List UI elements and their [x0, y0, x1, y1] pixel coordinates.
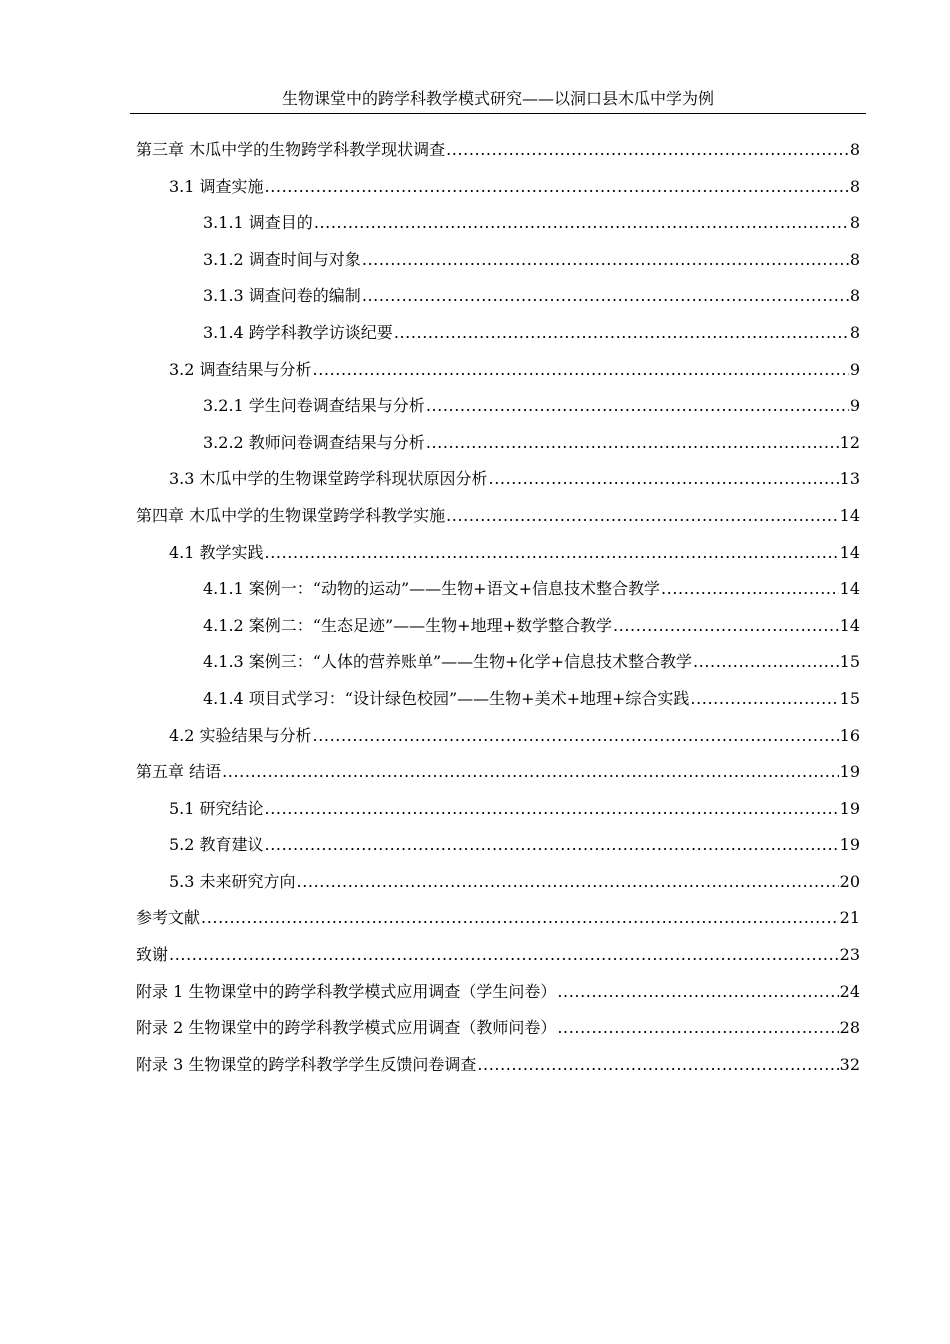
toc-page-number: 9: [849, 396, 860, 416]
toc-entry-title: 3.2.1 学生问卷调查结果与分析: [203, 396, 425, 416]
toc-page-number: 14: [839, 505, 860, 525]
toc-entry[interactable]: [136, 718, 860, 755]
toc-entry[interactable]: [136, 535, 860, 572]
toc-dot-leader: [394, 315, 849, 352]
toc-entry-title: 3.2 调查结果与分析: [169, 359, 312, 379]
toc-entry-title: 3.3 木瓜中学的生物课堂跨学科现状原因分析: [169, 469, 488, 489]
toc-entry-title: 3.2.2 教师问卷调查结果与分析: [203, 432, 425, 452]
running-header: [130, 86, 866, 114]
toc-page-number: 13: [839, 469, 860, 489]
toc-entry[interactable]: [136, 425, 860, 462]
toc-entry[interactable]: [136, 278, 860, 315]
toc-entry[interactable]: [136, 1047, 860, 1084]
toc-dot-leader: [265, 535, 839, 572]
toc-entry[interactable]: [136, 864, 860, 901]
toc-dot-leader: [313, 718, 839, 755]
toc-page-number: 16: [839, 725, 860, 745]
toc-entry[interactable]: [136, 388, 860, 425]
toc-entry-title: 附录 1 生物课堂中的跨学科教学模式应用调查（学生问卷）: [136, 981, 557, 1001]
toc-page-number: 14: [839, 542, 860, 562]
toc-entry[interactable]: [136, 937, 860, 974]
toc-entry-title: 第三章 木瓜中学的生物跨学科教学现状调查: [136, 140, 446, 159]
toc-page-number: 8: [849, 249, 860, 269]
toc-entry[interactable]: [136, 571, 860, 608]
toc-dot-leader: [297, 864, 839, 901]
toc-entry-title: 4.1.2 案例二：“生态足迹”——生物+地理+数学整合教学: [203, 615, 612, 635]
toc-dot-leader: [446, 132, 849, 169]
toc-page-number: 24: [839, 981, 860, 1001]
toc-page-number: 23: [839, 945, 860, 965]
toc-entry-title: 3.1 调查实施: [169, 176, 264, 196]
toc-entry-title: 第五章 结语: [136, 762, 222, 782]
toc-dot-leader: [362, 278, 849, 315]
toc-entry[interactable]: [136, 608, 860, 645]
toc-page-number: 19: [839, 835, 860, 855]
toc-dot-leader: [489, 461, 839, 498]
toc-page-number: 19: [839, 762, 860, 782]
toc-entry[interactable]: [136, 242, 860, 279]
toc-entry[interactable]: [136, 352, 860, 389]
toc-page-number: 15: [839, 688, 860, 708]
toc-dot-leader: [314, 205, 849, 242]
header-title: 生物课堂中的跨学科教学模式研究——以洞口县木瓜中学为例: [281, 89, 714, 108]
toc-dot-leader: [313, 352, 849, 389]
toc-entry[interactable]: [136, 974, 860, 1011]
toc-dot-leader: [613, 608, 839, 645]
toc-entry-title: 4.1.1 案例一：“动物的运动”——生物+语文+信息技术整合教学: [203, 579, 660, 599]
toc-entry-title: 4.2 实验结果与分析: [169, 725, 312, 745]
toc-page-number: 19: [839, 798, 860, 818]
toc-entry[interactable]: [136, 1010, 860, 1047]
toc-page-number: 14: [839, 615, 860, 635]
toc-entry[interactable]: [136, 498, 860, 535]
toc-page-number: 14: [839, 579, 860, 599]
toc-page-number: 28: [839, 1018, 860, 1038]
toc-entry[interactable]: [136, 644, 860, 681]
toc-entry-title: 附录 2 生物课堂中的跨学科教学模式应用调查（教师问卷）: [136, 1018, 557, 1038]
toc-entry[interactable]: [136, 461, 860, 498]
toc-entry-title: 3.1.2 调查时间与对象: [203, 249, 361, 269]
toc-entry[interactable]: [136, 169, 860, 206]
toc-page-number: 21: [839, 908, 860, 928]
toc-dot-leader: [265, 791, 839, 828]
toc-entry-title: 5.1 研究结论: [169, 798, 264, 818]
toc-entry-title: 4.1.3 案例三：“人体的营养账单”——生物+化学+信息技术整合教学: [203, 652, 692, 672]
toc-entry-title: 5.2 教育建议: [169, 835, 264, 855]
toc-entry-title: 3.1.3 调查问卷的编制: [203, 286, 361, 306]
toc-dot-leader: [693, 644, 839, 681]
toc-dot-leader: [265, 169, 849, 206]
toc-dot-leader: [557, 974, 838, 1011]
toc-entry-title: 致谢: [136, 945, 169, 965]
toc-entry[interactable]: [136, 205, 860, 242]
toc-entry-title: 5.3 未来研究方向: [169, 871, 296, 891]
toc-page-number: 12: [839, 432, 860, 452]
toc-page-number: 8: [849, 176, 860, 196]
table-of-contents: [136, 132, 860, 1083]
toc-dot-leader: [661, 571, 839, 608]
toc-page-number: 15: [839, 652, 860, 672]
toc-page-number: 9: [849, 359, 860, 379]
toc-entry[interactable]: [136, 315, 860, 352]
toc-entry[interactable]: [136, 132, 860, 169]
toc-entry-title: 3.1.4 跨学科教学访谈纪要: [203, 322, 393, 342]
toc-entry-title: 3.1.1 调查目的: [203, 213, 313, 233]
toc-dot-leader: [201, 900, 839, 937]
toc-page-number: 20: [839, 871, 860, 891]
toc-entry[interactable]: [136, 900, 860, 937]
toc-entry-title: 4.1.4 项目式学习：“设计绿色校园”——生物+美术+地理+综合实践: [203, 688, 690, 708]
toc-dot-leader: [446, 498, 839, 535]
toc-dot-leader: [690, 681, 838, 718]
toc-page-number: 8: [849, 140, 860, 159]
toc-dot-leader: [222, 754, 839, 791]
toc-entry[interactable]: [136, 791, 860, 828]
toc-page-number: 8: [849, 213, 860, 233]
toc-entry-title: 第四章 木瓜中学的生物课堂跨学科教学实施: [136, 505, 446, 525]
toc-dot-leader: [477, 1047, 838, 1084]
toc-entry-title: 4.1 教学实践: [169, 542, 264, 562]
toc-dot-leader: [426, 388, 849, 425]
toc-page-number: 8: [849, 286, 860, 306]
toc-entry[interactable]: [136, 827, 860, 864]
toc-entry[interactable]: [136, 754, 860, 791]
toc-dot-leader: [426, 425, 839, 462]
toc-page-number: 32: [839, 1054, 860, 1074]
toc-page-number: 8: [849, 322, 860, 342]
toc-dot-leader: [169, 937, 839, 974]
toc-entry-title: 参考文献: [136, 908, 201, 928]
toc-entry-title: 附录 3 生物课堂的跨学科教学学生反馈问卷调查: [136, 1054, 477, 1074]
toc-dot-leader: [557, 1010, 838, 1047]
toc-dot-leader: [362, 242, 849, 279]
toc-entry[interactable]: [136, 681, 860, 718]
toc-dot-leader: [265, 827, 839, 864]
